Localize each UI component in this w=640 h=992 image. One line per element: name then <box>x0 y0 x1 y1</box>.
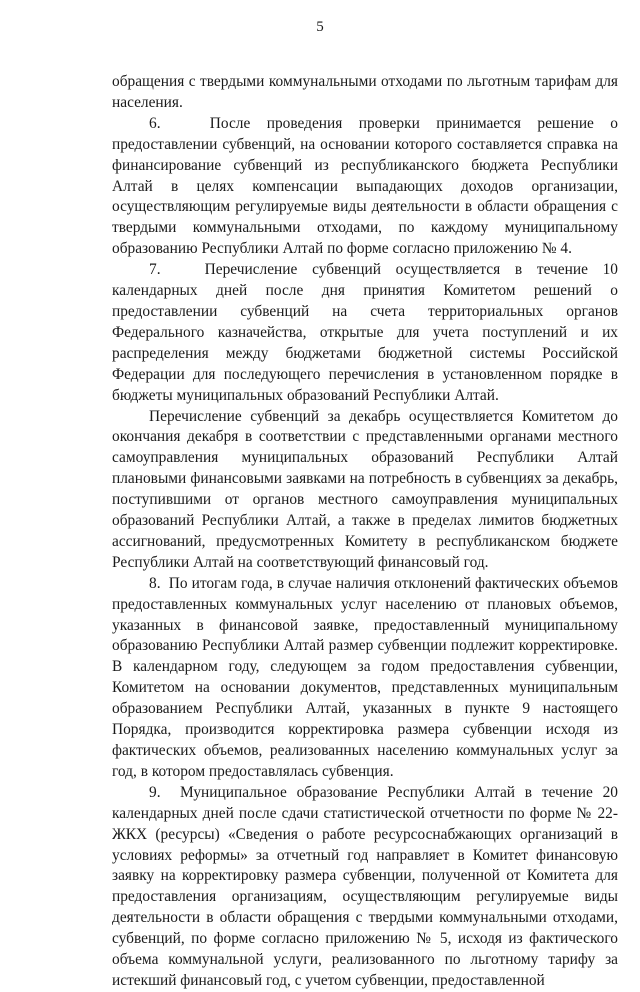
page-number: 5 <box>316 19 324 35</box>
paragraph-item-6: 6. После проведения проверки принимается решение о предоставлении субвенций, на основании которого составляется справка на финансирование субвенций из республиканского бюджета Республики Алтай в целях компенсации выпадающих доходов организации, осуществляющим регулируемые виды деятельности в области обращения с твердыми коммунальными отходами, по каждому муниципальному образованию Республики Алтай по форме согласно приложению № 4. <box>112 114 618 258</box>
paragraph-item-8: 8. По итогам года, в случае наличия отклонений фактических объемов предоставленных коммунальных услуг населению от плановых объемов, указанных в финансовой заявке, предоставленный муниципальному образованию Республики Алтай размер субвенции подлежит корректировке. В календарном году, следующем за годом предоставления субвенции, Комитетом на основании документов, представленных муниципальным образованием Республики Алтай, указанных в пункте 9 настоящего Порядка, производится корректировка размера субвенции исходя из фактических объемов, реализованных населению коммунальных услуг за год, в котором предоставлялась субвенция. <box>112 574 618 780</box>
paragraph-december-transfer: Перечисление субвенций за декабрь осуществляется Комитетом до окончания декабря в соответствии с представленными органами местного самоуправления муниципальных образований Республики Алтай плановыми финансовыми заявками на потребность в субвенциях за декабрь, поступившими от органов местного самоуправления муниципальных образований Республики Алтай, а также в пределах лимитов бюджетных ассигнований, предусмотренных Комитету в республиканском бюджете Республики Алтай на соответствующий финансовый год. <box>112 407 618 571</box>
paragraph-continuation: обращения с твердыми коммунальными отходами по льготным тарифам для населения. <box>112 73 618 111</box>
paragraph-item-9: 9. Муниципальное образование Республики Алтай в течение 20 календарных дней после сдачи статистической отчетности по форме № 22-ЖКХ (ресурсы) «Сведения о работе ресурсоснабжающих организаций в условиях реформы» за отчетный год направляет в Комитет финансовую заявку на корректировку размера субвенции, полученной от Комитета для предоставления организациям, осуществляющим регулируемые виды деятельности в области обращения с твердыми коммунальными отходами, субвенций, по форме согласно приложению № 5, исходя из фактического объема коммунальной услуги, реализованного по льготному тарифу за истекший финансовый год, с учетом субвенции, предоставленной <box>112 783 618 989</box>
document-body <box>112 72 618 992</box>
paragraph-item-7: 7. Перечисление субвенций осуществляется в течение 10 календарных дней после дня принятия Комитетом решений о предоставлении субвенций на счета территориальных органов Федерального казначейства, открытые для учета поступлений и их распределения между бюджетами бюджетной системы Российской Федерации для последующего перечисления в установленном порядке в бюджеты муниципальных образований Республики Алтай. <box>112 261 618 404</box>
